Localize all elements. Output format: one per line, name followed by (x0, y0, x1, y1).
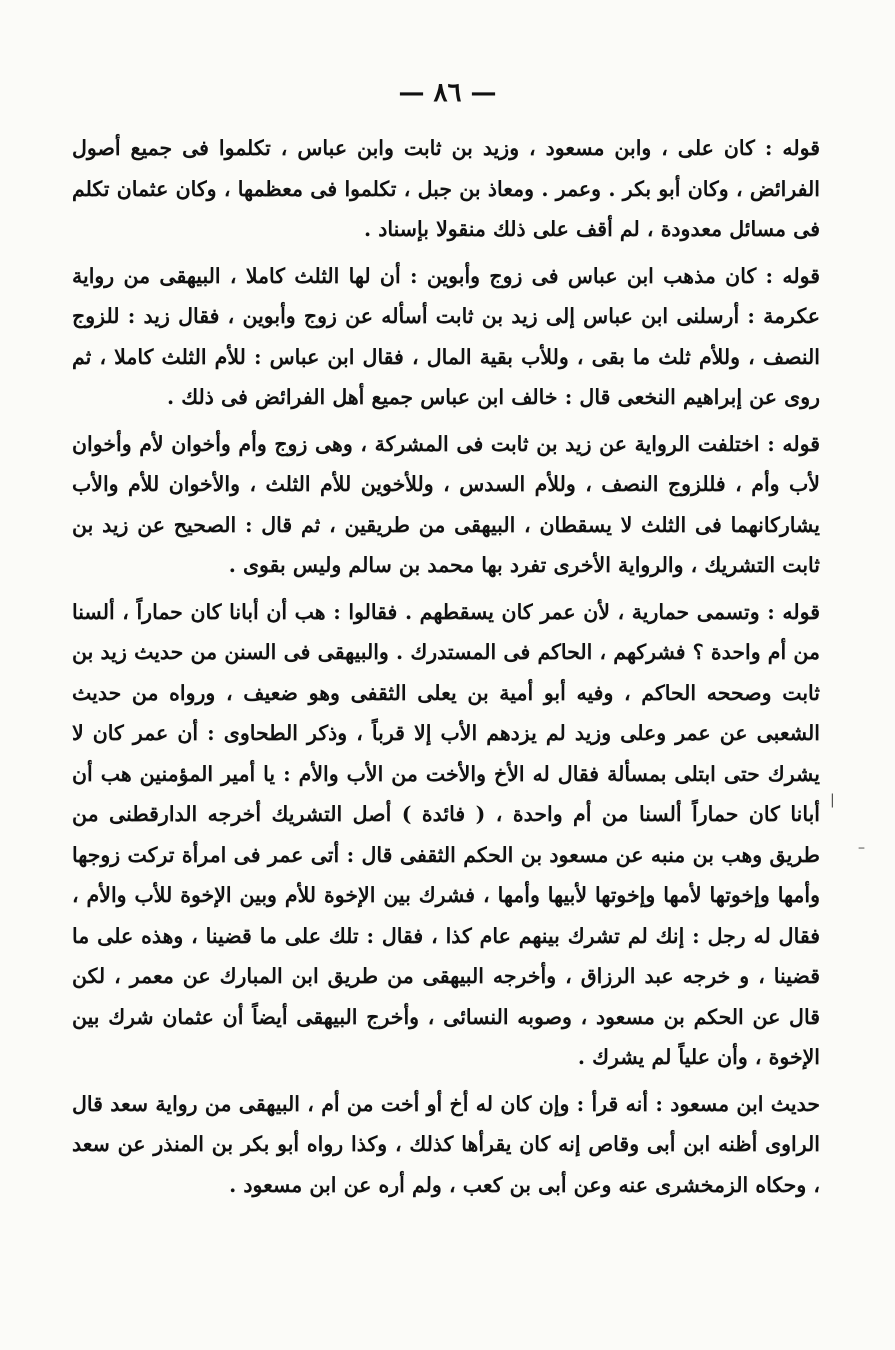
paragraph-5: حديث ابن مسعود : أنه قرأ : وإن كان له أخ أو أخت من أم ، البيهقى من رواية سعد قال الراوى أظنه ابن أبى وقاص إنه كان يقرأها كذلك ، وكذا رواه أبو بكر بن المنذر عن سعد ، وحكاه الزمخشرى عنه وعن أبى بن كعب ، ولم أره عن ابن مسعود . (72, 1091, 820, 1197)
margin-tick-mark: | (830, 792, 835, 808)
margin-dash-mark: – (858, 840, 865, 856)
body-text (72, 128, 820, 1211)
paragraph-4: قوله : وتسمى حمارية ، لأن عمر كان يسقطهم . فقالوا : هب أن أبانا كان حماراً ، ألسنا من أم واحدة ؟ فشركهم ، الحاكم فى المستدرك . والبيهقى فى السنن من حديث زيد بن ثابت وصححه الحاكم ، وفيه أبو أمية بن يعلى الثقفى وهو ضعيف ، ورواه من حديث الشعبى عن عمر وعلى وزيد لم يزدهم الأب إلا قرباً ، وذكر الطحاوى : أن عمر كان لا يشرك حتى ابتلى بمسألة فقال له الأخ والأخت من الأب والأم : يا أمير المؤمنين هب أن أبانا كان حماراً ألسنا من أم واحدة ، ( فائدة ) أصل التشريك أخرجه الدارقطنى من طريق وهب بن منبه عن مسعود بن الحكم الثقفى قال : أتى عمر فى امرأة تركت زوجها وأمها وإخوتها لأمها وإخوتها لأبيها وأمها ، فشرك بين الإخوة للأم وبين الإخوة للأب والأم ، فقال له رجل : إنك لم تشرك بينهم عام كذا ، فقال : تلك على ما قضينا ، وهذه على ما قضينا ، و خرجه عبد الرزاق ، وأخرجه البيهقى من طريق ابن المبارك عن معمر ، لكن قال عن الحكم بن مسعود ، وصوبه النسائى ، وأخرج البيهقى أيضاً أن عثمان شرك بين الإخوة ، وأن علياً لم يشرك . (72, 599, 820, 1069)
page-number: — ٨٦ — (398, 78, 497, 108)
paragraph-1: قوله : كان على ، وابن مسعود ، وزيد بن ثابت وابن عباس ، تكلموا فى جميع أصول الفرائض ، وكان أبو بكر . وعمر . ومعاذ بن جبل ، تكلموا فى معظمها ، وكان عثمان تكلم فى مسائل معدودة ، لم أقف على ذلك منقولا بإسناد . (72, 136, 820, 241)
paragraph-3: قوله : اختلفت الرواية عن زيد بن ثابت فى المشركة ، وهى زوج وأم وأخوان لأم وأخوان لأب وأم ، فللزوج النصف ، وللأم السدس ، وللأخوين للأم الثلث ، والأخوان للأم والأب يشاركانهما فى الثلث لا يسقطان ، البيهقى من طريقين ، ثم قال : الصحيح عن زيد بن ثابت التشريك ، والرواية الأخرى تفرد بها محمد بن سالم وليس بقوى . (72, 431, 820, 577)
paragraph-2: قوله : كان مذهب ابن عباس فى زوج وأبوين : أن لها الثلث كاملا ، البيهقى من رواية عكرمة : أرسلنى ابن عباس إلى زيد بن ثابت أسأله عن زوج وأبوين ، فقال زيد : للزوج النصف ، وللأم ثلث ما بقى ، وللأب بقية المال ، فقال ابن عباس : للأم الثلث كاملا ، ثم روى عن إبراهيم النخعى قال : خالف ابن عباس جميع أهل الفرائض فى ذلك . (72, 263, 820, 409)
